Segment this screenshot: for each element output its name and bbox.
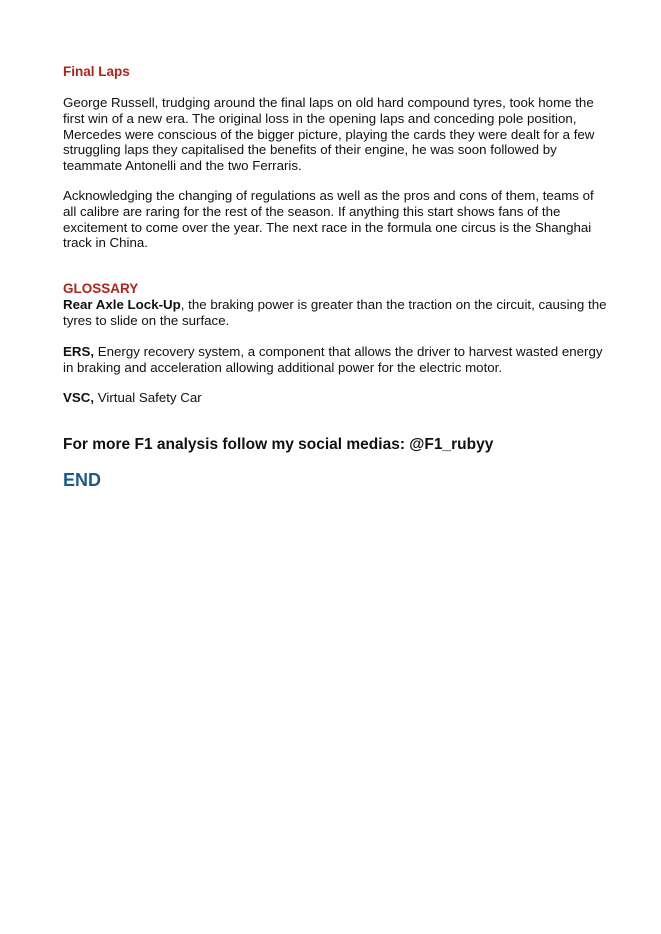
glossary-entry [63, 344, 608, 376]
glossary-entry [63, 390, 608, 406]
glossary-term: ERS, [63, 344, 95, 359]
section-heading: Final Laps [63, 64, 130, 79]
social-media-line: For more F1 analysis follow my social medias: @F1_rubyy [63, 436, 494, 453]
glossary-heading: GLOSSARY [63, 281, 139, 296]
glossary-definition: , the braking power is greater than the traction on the circuit, causing the tyres to slide on the surface. [63, 297, 607, 328]
end-marker: END [63, 470, 102, 490]
glossary-term: VSC, [63, 390, 95, 405]
glossary-term: Rear Axle Lock-Up [63, 297, 181, 312]
glossary-definition: Virtual Safety Car [94, 390, 202, 405]
paragraph: George Russell, trudging around the final laps on old hard compound tyres, took home the first win of a new era. The original loss in the opening laps and conceding pole position, Mercedes were conscious of the bigger picture, playing the cards they were dealt for a few struggling laps they capitalised the benefits of their engine, he was soon followed by teammate Antonelli and the two Ferraris. [63, 95, 595, 174]
glossary-entry [63, 297, 608, 329]
paragraph: Acknowledging the changing of regulations as well as the pros and cons of them, teams of all calibre are raring for the rest of the season. If anything this start shows fans of the excitement to come over the year. The next race in the formula one circus is the Shanghai track in China. [63, 188, 594, 251]
glossary-definition: Energy recovery system, a component that allows the driver to harvest wasted energy in braking and acceleration allowing additional power for the electric motor. [63, 344, 603, 375]
